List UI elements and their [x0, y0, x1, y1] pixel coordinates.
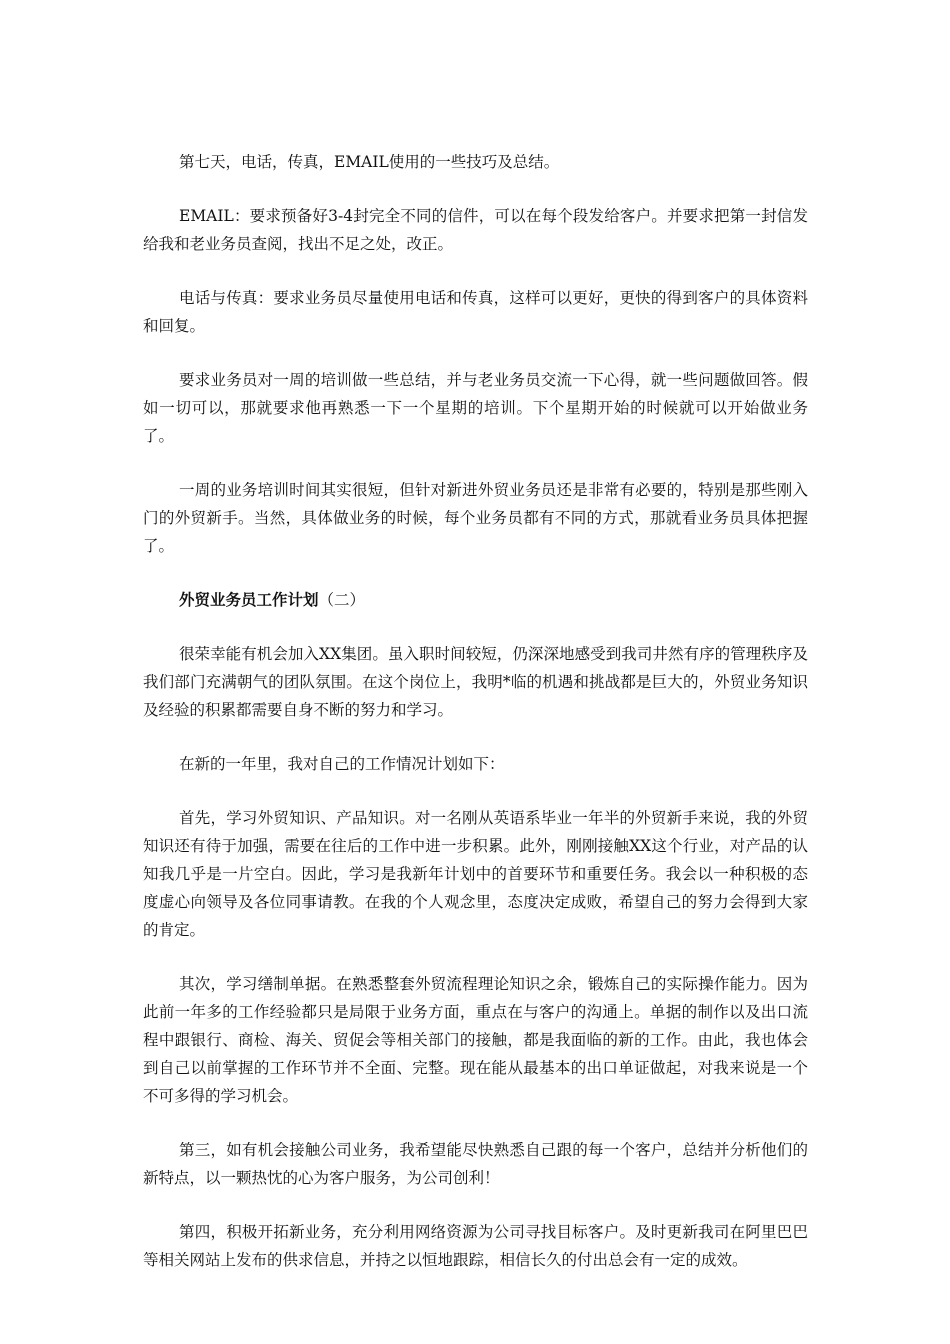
- paragraph-fourth-point: 第四，积极开拓新业务，充分利用网络资源为公司寻找目标客户。及时更新我司在阿里巴巴等相关网站上发布的供求信息，并持之以恒地跟踪，相信长久的付出总会有一定的成效。: [143, 1223, 808, 1269]
- paragraph-second-point: 其次，学习缮制单据。在熟悉整套外贸流程理论知识之余，锻炼自己的实际操作能力。因为此前一年多的工作经验都只是局限于业务方面，重点在与客户的沟通上。单据的制作以及出口流程中跟银行、商检、海关、贸促会等相关部门的接触，都是我面临的新的工作。由此，我也体会到自己以前掌握的工作环节并不全面、完整。现在能从最基本的出口单证做起，对我来说是一个不可多得的学习机会。: [143, 975, 808, 1105]
- paragraph-weekly-summary: 要求业务员对一周的培训做一些总结，并与老业务员交流一下心得，就一些问题做回答。假如一切可以，那就要求他再熟悉一下一个星期的培训。下个星期开始的时候就可以开始做业务了。: [143, 371, 808, 445]
- paragraph-day-seven: 第七天，电话，传真，EMAIL使用的一些技巧及总结。: [179, 153, 560, 171]
- paragraph-email: EMAIL：要求预备好3-4封完全不同的信件，可以在每个段发给客户。并要求把第一封信发给我和老业务员查阅，找出不足之处，改正。: [143, 207, 808, 253]
- section-heading: [143, 586, 808, 614]
- paragraph-phone-fax: 电话与传真：要求业务员尽量使用电话和传真，这样可以更好，更快的得到客户的具体资料和回复。: [143, 289, 808, 335]
- section-heading-suffix: （二）: [318, 591, 366, 609]
- paragraph-first-point: 首先，学习外贸知识、产品知识。对一名刚从英语系毕业一年半的外贸新手来说，我的外贸知识还有待于加强，需要在往后的工作中进一步积累。此外，刚刚接触XX这个行业，对产品的认知我几乎是一片空白。因此，学习是我新年计划中的首要环节和重要任务。我会以一种积极的态度虚心向领导及各位同事请教。在我的个人观念里，态度决定成败，希望自己的努力会得到大家的肯定。: [143, 809, 808, 939]
- section-heading-title: 外贸业务员工作计划: [179, 590, 319, 609]
- paragraph-third-point: 第三，如有机会接触公司业务，我希望能尽快熟悉自己跟的每一个客户，总结并分析他们的新特点，以一颗热忱的心为客户服务，为公司创利！: [143, 1141, 808, 1187]
- document-body: [143, 148, 808, 1300]
- paragraph-training-conclusion: 一周的业务培训时间其实很短，但针对新进外贸业务员还是非常有必要的，特别是那些刚入门的外贸新手。当然，具体做业务的时候，每个业务员都有不同的方式，那就看业务员具体把握了。: [143, 481, 808, 555]
- paragraph-plan-intro: 在新的一年里，我对自己的工作情况计划如下：: [179, 755, 505, 773]
- paragraph-introduction: 很荣幸能有机会加入XX集团。虽入职时间较短，仍深深地感受到我司井然有序的管理秩序及我们部门充满朝气的团队氛围。在这个岗位上，我明*临的机遇和挑战都是巨大的，外贸业务知识及经验的积累都需要自身不断的努力和学习。: [143, 645, 808, 719]
